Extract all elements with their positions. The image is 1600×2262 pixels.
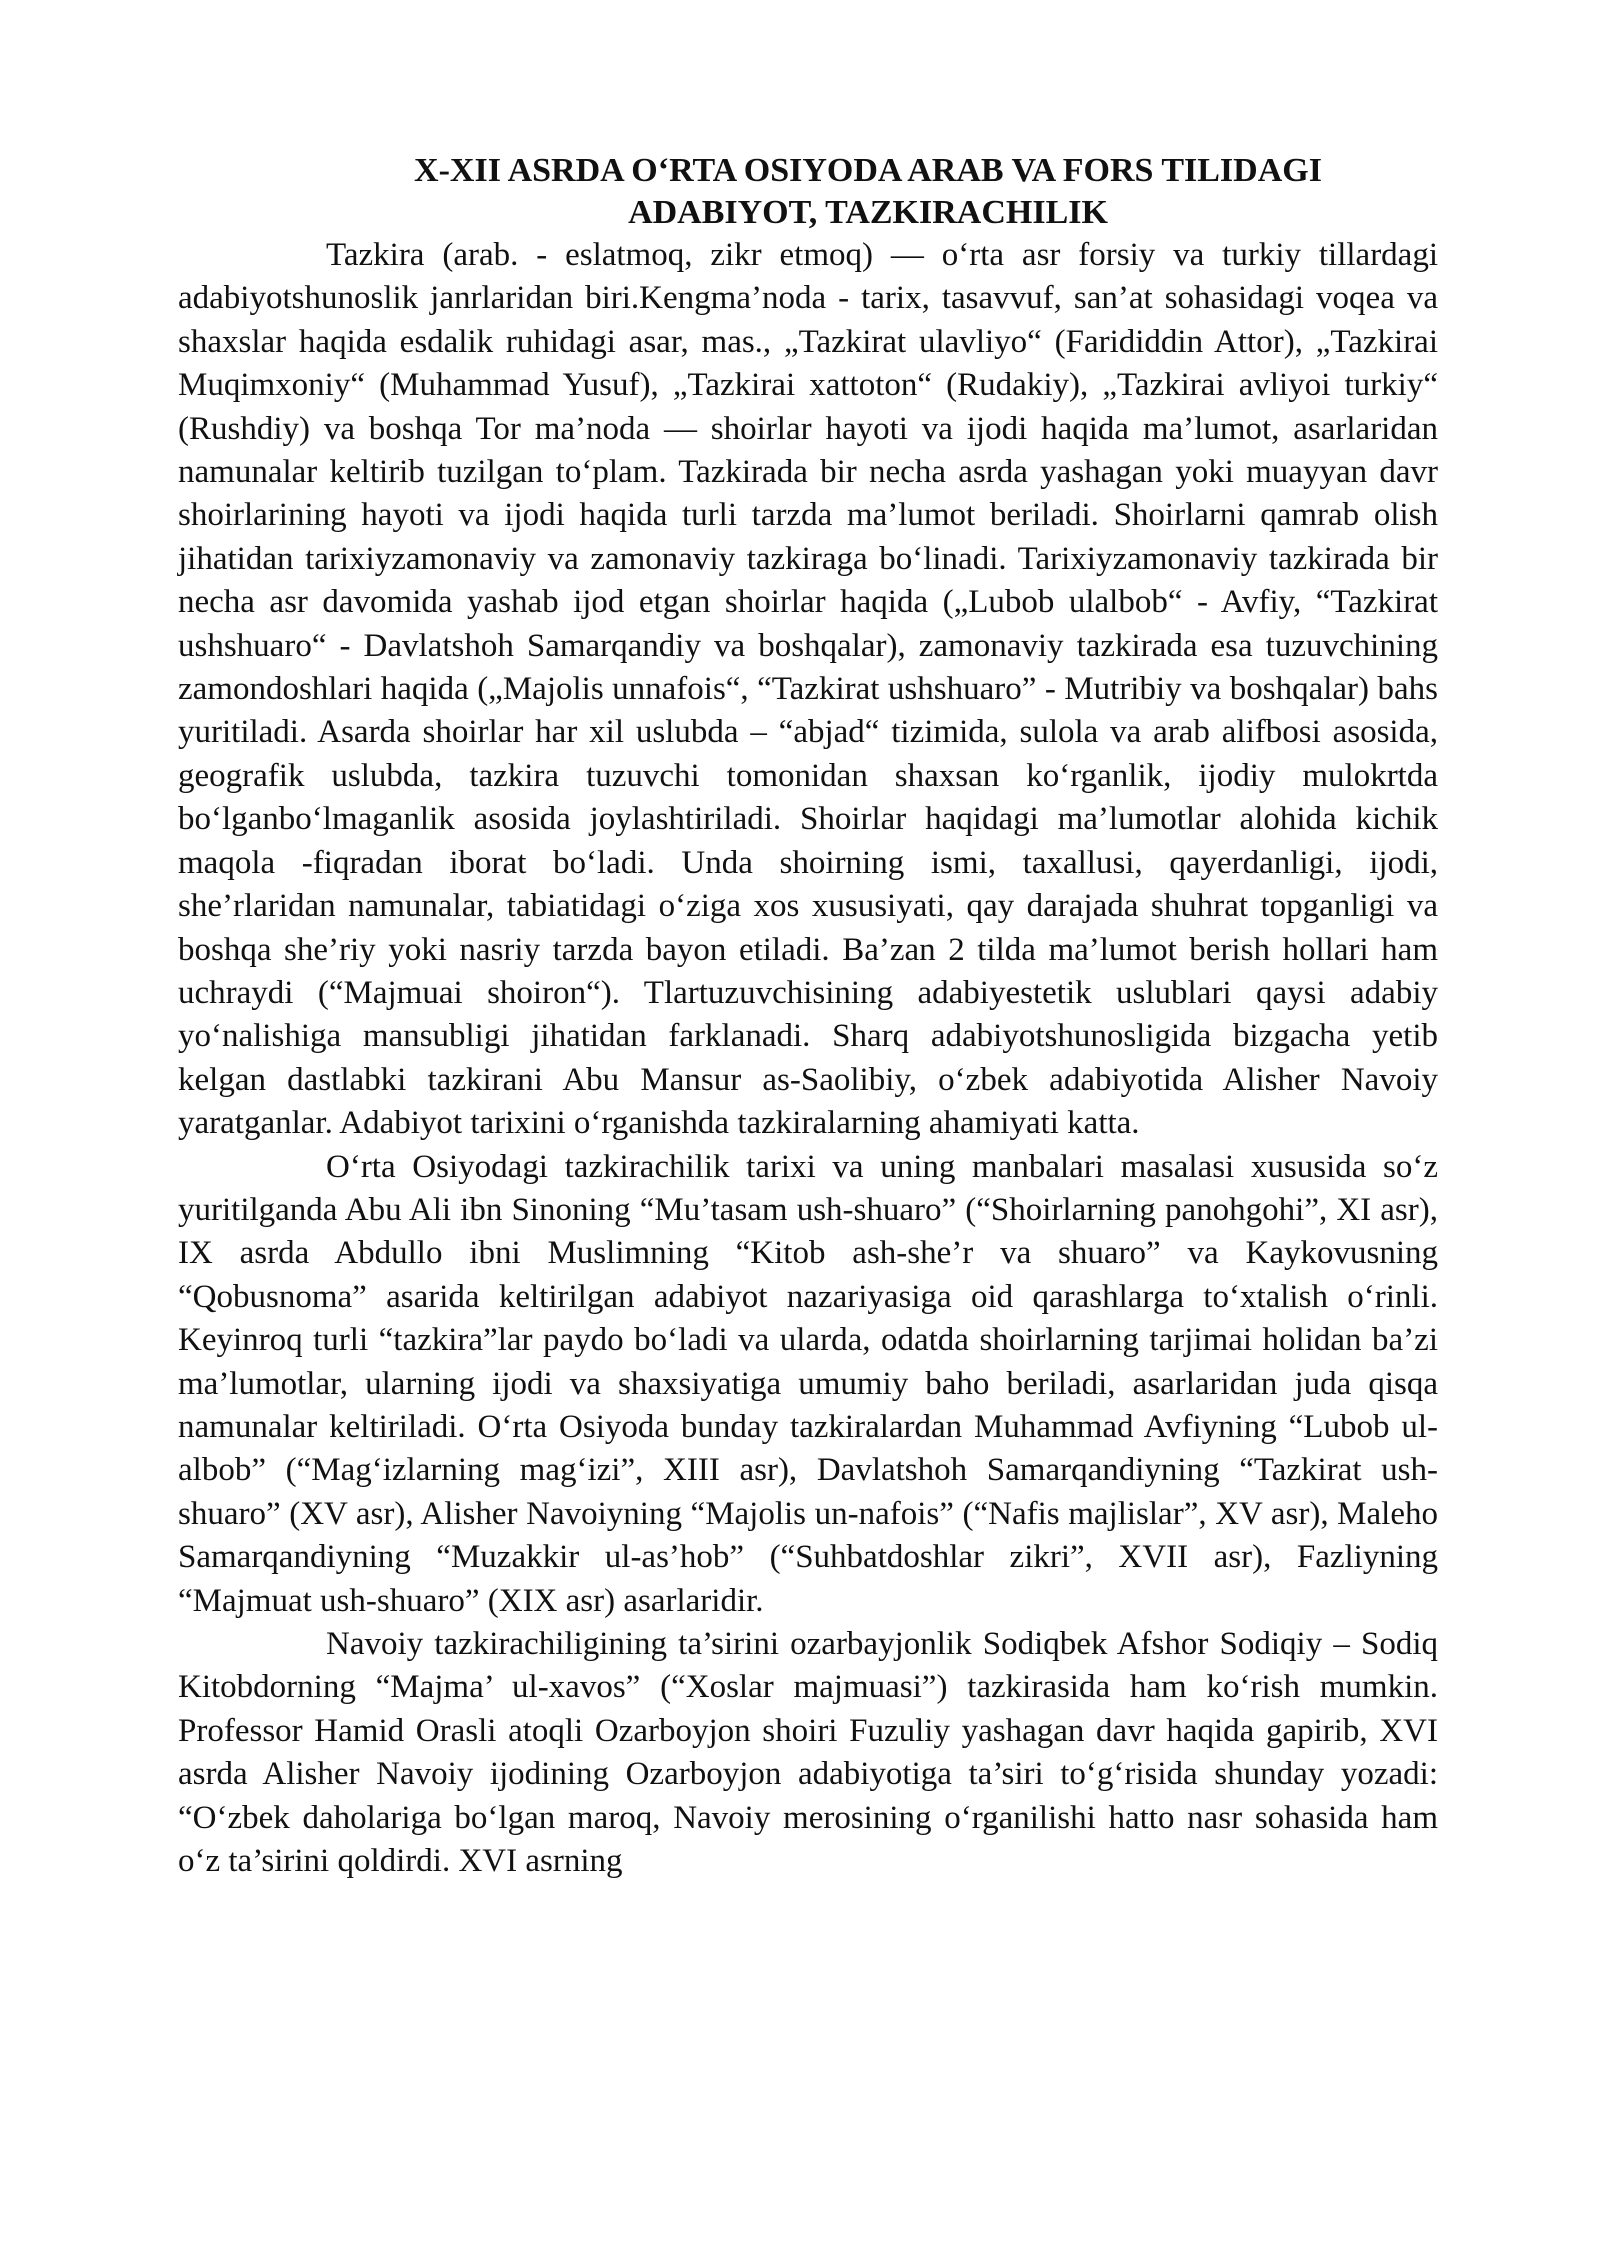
document-page: [178, 150, 1438, 1883]
paragraph-1: Tazkira (arab. - eslatmoq, zikr etmoq) — o‘rta asr forsiy va turkiy tillardagi adabiyotshunoslik janrlaridan biri.Kengma’noda - tarix, tasavvuf, san’at sohasidagi voqea va shaxslar haqida esdalik ruhidagi asar, mas., „Tazkirat ulavliyo“ (Farididdin Attor), „Tazkirai Muqimxoniy“ (Muhammad Yusuf), „Tazkirai xattoton“ (Rudakiy), „Tazkirai avliyoi turkiy“ (Rushdiy) va boshqa Tor ma’noda — shoirlar hayoti va ijodi haqida ma’lumot, asarlaridan namunalar keltirib tuzilgan to‘plam. Tazkirada bir necha asrda yashagan yoki muayyan davr shoirlarining hayoti va ijodi haqida turli tarzda ma’lumot beriladi. Shoirlarni qamrab olish jihatidan tarixiyzamonaviy va zamonaviy tazkiraga bo‘linadi. Tarixiyzamonaviy tazkirada bir necha asr davomida yashab ijod etgan shoirlar haqida („Lubob ulalbob“ - Avfiy, “Tazkirat ushshuaro“ - Davlatshoh Samarqandiy va boshqalar), zamonaviy tazkirada esa tuzuvchining zamondoshlari haqida („Majolis unnafois“, “Tazkirat ushshuaro” - Mutribiy va boshqalar) bahs yuritiladi. Asarda shoirlar har xil uslubda – “abjad“ tizimida, sulola va arab alifbosi asosida, geografik uslubda, tazkira tuzuvchi tomonidan shaxsan ko‘rganlik, ijodiy mulokrtda bo‘lganbo‘lmaganlik asosida joylashtiriladi. Shoirlar haqidagi ma’lumotlar alohida kichik maqola -fiqradan iborat bo‘ladi. Unda shoirning ismi, taxallusi, qayerdanligi, ijodi, she’rlaridan namunalar, tabiatidagi o‘ziga xos xususiyati, qay darajada shuhrat topganligi va boshqa she’riy yoki nasriy tarzda bayon etiladi. Ba’zan 2 tilda ma’lumot berish hollari ham uchraydi (“Majmuai shoiron“). Tlartuzuvchisining adabiyestetik uslublari qaysi adabiy yo‘nalishiga mansubligi jihatidan farklanadi. Sharq adabiyotshunosligida bizgacha yetib kelgan dastlabki tazkirani Abu Mansur as-Saolibiy, o‘zbek adabiyotida Alisher Navoiy yaratganlar. Adabiyot tarixini o‘rganishda tazkiralarning ahamiyati katta.: [178, 237, 1438, 1142]
title-line-1: X-XII ASRDA O‘RTA OSIYODA ARAB VA FORS TILIDAGI: [414, 152, 1322, 189]
document-title: [178, 150, 1438, 234]
paragraph-2: O‘rta Osiyodagi tazkirachilik tarixi va uning manbalari masalasi xususida so‘z yuritilganda Abu Ali ibn Sinoning “Mu’tasam ush-shuaro” (“Shoirlarning panohgohi”, XI asr), IX asrda Abdullo ibni Muslimning “Kitob ash-she’r va shuaro” va Kaykovusning “Qobusnoma” asarida keltirilgan adabiyot nazariyasiga oid qarashlarga to‘xtalish o‘rinli. Keyinroq turli “tazkira”lar paydo bo‘ladi va ularda, odatda shoirlarning tarjimai holidan ba’zi ma’lumotlar, ularning ijodi va shaxsiyatiga umumiy baho beriladi, asarlaridan juda qisqa namunalar keltiriladi. O‘rta Osiyoda bunday tazkiralardan Muhammad Avfiyning “Lubob ul-albob” (“Mag‘izlarning mag‘izi”, XIII asr), Davlatshoh Samarqandiyning “Tazkirat ush-shuaro” (XV asr), Alisher Navoiyning “Majolis un-nafois” (“Nafis majlislar”, XV asr), Maleho Samarqandiyning “Muzakkir ul-as’hob” (“Suhbatdoshlar zikri”, XVII asr), Fazliyning “Majmuat ush-shuaro” (XIX asr) asarlaridir.: [178, 1148, 1438, 1619]
document-body: [178, 234, 1438, 1883]
title-line-2: ADABIYOT, TAZKIRACHILIK: [628, 194, 1108, 231]
paragraph-3: Navoiy tazkirachiligining ta’sirini ozarbayjonlik Sodiqbek Afshor Sodiqiy – Sodiq Kitobdorning “Majma’ ul-xavos” (“Xoslar majmuasi”) tazkirasida ham ko‘rish mumkin. Professor Hamid Orasli atoqli Ozarboyjon shoiri Fuzuliy yashagan davr haqida gapirib, XVI asrda Alisher Navoiy ijodining Ozarboyjon adabiyotiga ta’siri to‘g‘risida shunday yozadi: “O‘zbek daholariga bo‘lgan maroq, Navoiy merosining o‘rganilishi hatto nasr sohasida ham o‘z ta’sirini qoldirdi. XVI asrning: [178, 1626, 1438, 1880]
